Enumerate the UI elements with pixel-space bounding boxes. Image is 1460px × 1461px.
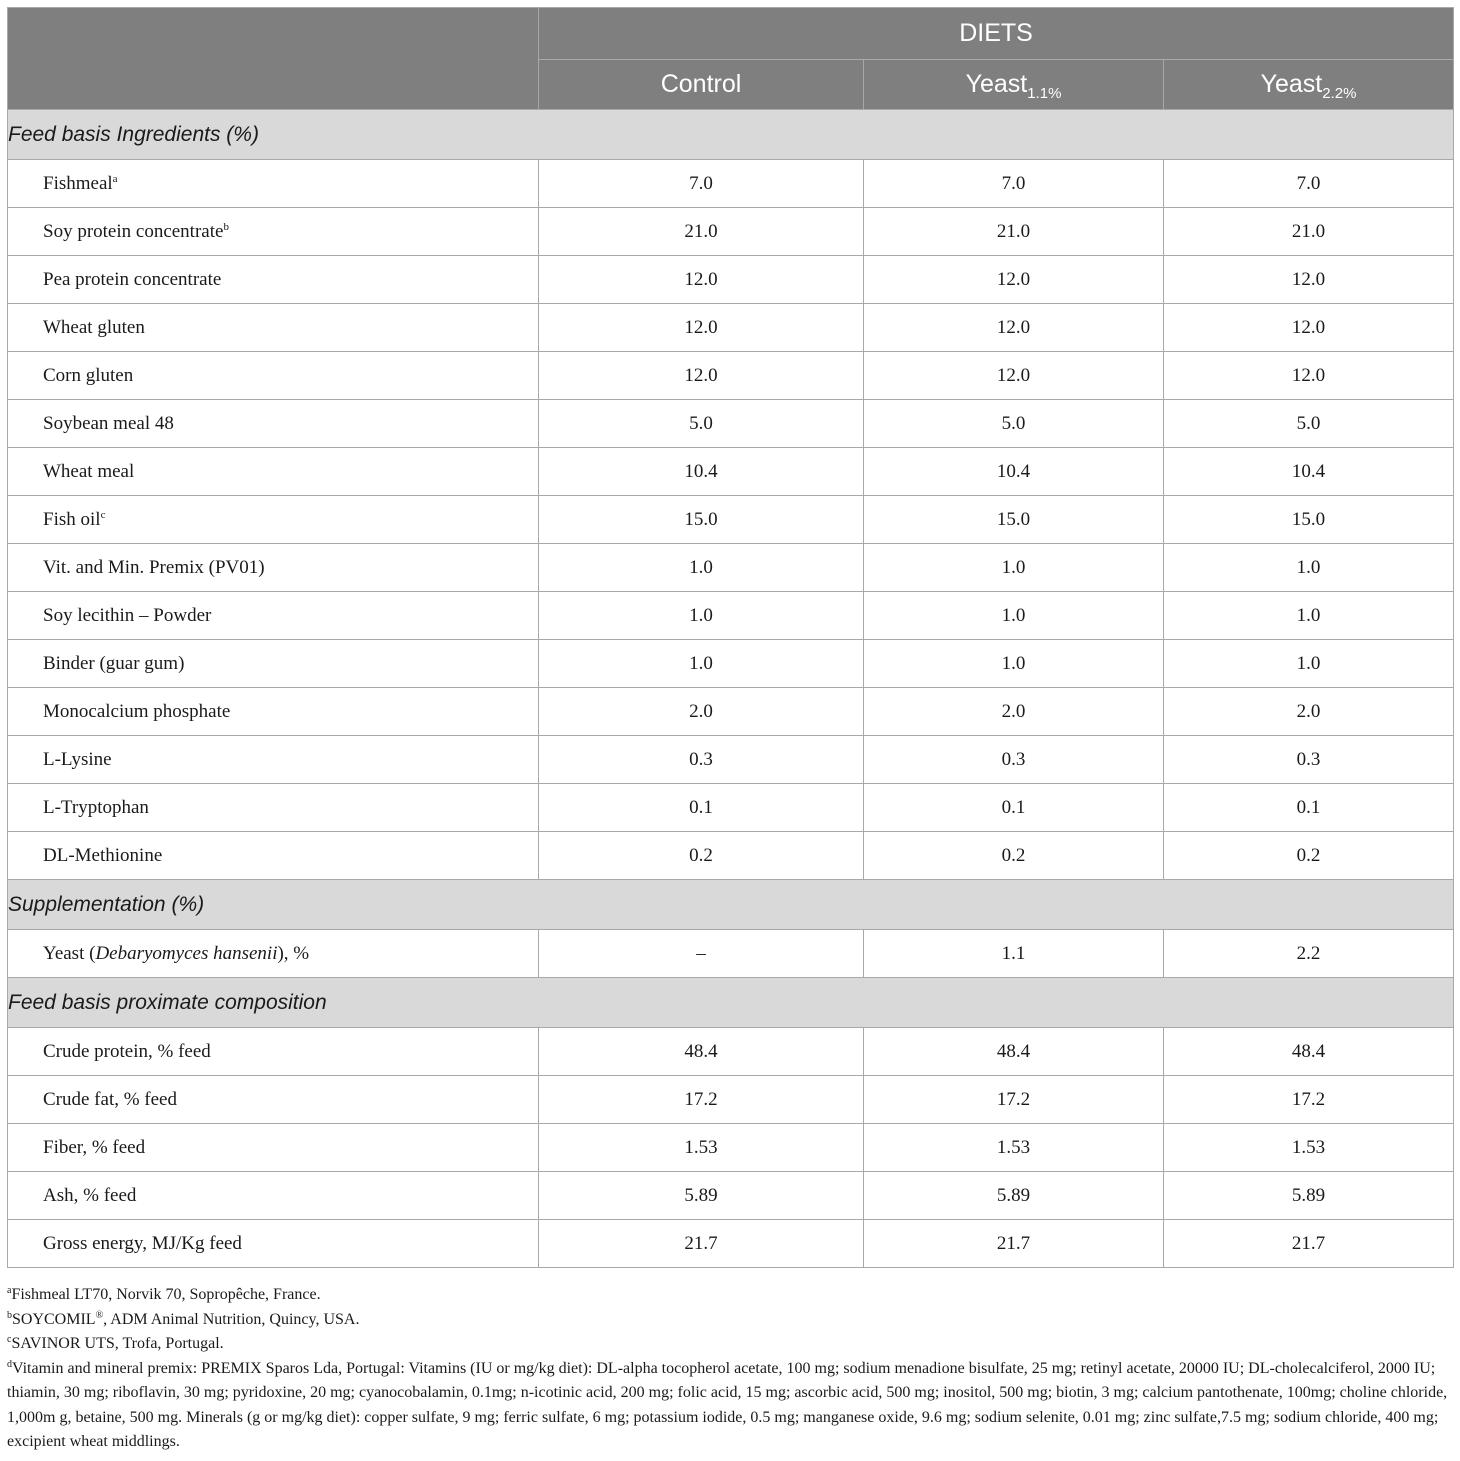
- column-header-yeast-2-2: Yeast$_{2.2\%}$: [1164, 60, 1454, 110]
- cell-yeast-2-2: 0.3: [1164, 736, 1454, 784]
- diet-composition-table: [7, 7, 1454, 1268]
- cell-yeast-1-1: 1.0: [864, 544, 1164, 592]
- table-row: [8, 496, 1454, 544]
- cell-yeast-2-2: 21.0: [1164, 208, 1454, 256]
- row-label: Soy lecithin – Powder: [8, 592, 539, 640]
- cell-control: 5.0: [539, 400, 864, 448]
- row-label: Fiber, % feed: [8, 1124, 539, 1172]
- row-label: Binder (guar gum): [8, 640, 539, 688]
- table-row: [8, 1220, 1454, 1268]
- cell-yeast-1-1: 12.0: [864, 256, 1164, 304]
- table-row: [8, 1124, 1454, 1172]
- cell-yeast-1-1: 12.0: [864, 352, 1164, 400]
- cell-control: 12.0: [539, 352, 864, 400]
- row-label: Soybean meal 48: [8, 400, 539, 448]
- section-title-proximate: Feed basis proximate composition: [8, 978, 1454, 1028]
- cell-yeast-2-2: 12.0: [1164, 256, 1454, 304]
- cell-yeast-1-1: 21.7: [864, 1220, 1164, 1268]
- cell-yeast-1-1: 1.0: [864, 592, 1164, 640]
- table-row: [8, 688, 1454, 736]
- table-row: [8, 930, 1454, 978]
- cell-yeast-1-1: 15.0: [864, 496, 1164, 544]
- row-label: Gross energy, MJ/Kg feed: [8, 1220, 539, 1268]
- cell-yeast-1-1: 1.1: [864, 930, 1164, 978]
- table-row: [8, 1172, 1454, 1220]
- cell-control: 1.0: [539, 592, 864, 640]
- row-label: Monocalcium phosphate: [8, 688, 539, 736]
- row-label: Pea protein concentrate: [8, 256, 539, 304]
- footnote-b: $^b$SOYCOMIL®, ADM Animal Nutrition, Quincy, USA.: [7, 1309, 360, 1328]
- table-row: [8, 640, 1454, 688]
- cell-yeast-1-1: 5.89: [864, 1172, 1164, 1220]
- table-row: [8, 832, 1454, 880]
- cell-control: 21.0: [539, 208, 864, 256]
- header-empty-cell: [8, 8, 539, 110]
- cell-control: 12.0: [539, 304, 864, 352]
- cell-yeast-1-1: 7.0: [864, 160, 1164, 208]
- footnote-c: $^c$SAVINOR UTS, Trofa, Portugal.: [7, 1334, 224, 1352]
- table-row: [8, 304, 1454, 352]
- cell-control: 1.0: [539, 640, 864, 688]
- cell-yeast-2-2: 2.0: [1164, 688, 1454, 736]
- row-label: Wheat gluten: [8, 304, 539, 352]
- cell-yeast-1-1: 1.0: [864, 640, 1164, 688]
- cell-control: 10.4: [539, 448, 864, 496]
- cell-yeast-2-2: 48.4: [1164, 1028, 1454, 1076]
- section-title-supplementation: Supplementation (%): [8, 880, 1454, 930]
- cell-yeast-2-2: 5.0: [1164, 400, 1454, 448]
- table-row: [8, 592, 1454, 640]
- cell-yeast-1-1: 2.0: [864, 688, 1164, 736]
- cell-control: 48.4: [539, 1028, 864, 1076]
- table-row: [8, 1076, 1454, 1124]
- cell-yeast-2-2: 12.0: [1164, 352, 1454, 400]
- cell-control: 1.53: [539, 1124, 864, 1172]
- row-label: Vit. and Min. Premix (PV01): [8, 544, 539, 592]
- row-label: Crude protein, % feed: [8, 1028, 539, 1076]
- section-title-ingredients: Feed basis Ingredients (%): [8, 110, 1454, 160]
- row-label: Fish oil$^c$: [8, 496, 539, 544]
- column-header-yeast-1-1: Yeast$_{1.1\%}$: [864, 60, 1164, 110]
- cell-control: 15.0: [539, 496, 864, 544]
- cell-yeast-2-2: 5.89: [1164, 1172, 1454, 1220]
- cell-yeast-2-2: 21.7: [1164, 1220, 1454, 1268]
- row-label: Ash, % feed: [8, 1172, 539, 1220]
- cell-control: 21.7: [539, 1220, 864, 1268]
- row-label: Soy protein concentrate$^b$: [8, 208, 539, 256]
- table-row: [8, 736, 1454, 784]
- table-footnotes: [7, 1283, 1453, 1455]
- diets-group-header: DIETS: [539, 8, 1454, 60]
- cell-yeast-2-2: 17.2: [1164, 1076, 1454, 1124]
- cell-yeast-1-1: 0.2: [864, 832, 1164, 880]
- cell-yeast-1-1: 17.2: [864, 1076, 1164, 1124]
- column-header-control: Control: [539, 60, 864, 110]
- table-row: [8, 400, 1454, 448]
- row-label: Corn gluten: [8, 352, 539, 400]
- cell-yeast-1-1: 0.3: [864, 736, 1164, 784]
- cell-yeast-1-1: 5.0: [864, 400, 1164, 448]
- table-row: [8, 1028, 1454, 1076]
- row-label: Fishmeal$^a$: [8, 160, 539, 208]
- cell-yeast-2-2: 10.4: [1164, 448, 1454, 496]
- cell-control: 0.2: [539, 832, 864, 880]
- cell-yeast-1-1: 48.4: [864, 1028, 1164, 1076]
- table-row: [8, 160, 1454, 208]
- row-label: DL-Methionine: [8, 832, 539, 880]
- cell-control: 12.0: [539, 256, 864, 304]
- cell-yeast-2-2: 1.0: [1164, 544, 1454, 592]
- cell-control: 17.2: [539, 1076, 864, 1124]
- footnote-d: $^d$Vitamin and mineral premix: PREMIX Sparos Lda, Portugal: Vitamins (IU or mg/kg diet): DL-alpha tocopherol acetate, 100 mg; sodium menadione bisulfate, 25 mg; retinyl acetate, 20000 IU; DL-cholecalciferol, 2000 IU; thiamin, 30 mg; riboflavin, 30 mg; pyridoxine, 20 mg; cyanocobalamin, 0.1mg; n-icotinic acid, 200 mg; folic acid, 15 mg; ascorbic acid, 500 mg; inositol, 500 mg; biotin, 3 mg; calcium pantothenate, 100mg; choline chloride, 1,000m g, betaine, 500 mg. Minerals (g or mg/kg diet): copper sulfate, 9 mg; ferric sulfate, 6 mg; potassium iodide, 0.5 mg; manganese oxide, 9.6 mg; sodium selenite, 0.01 mg; zinc sulfate,7.5 mg; sodium chloride, 400 mg; excipient wheat middlings.: [7, 1358, 1448, 1450]
- cell-yeast-2-2: 15.0: [1164, 496, 1454, 544]
- table-row: [8, 784, 1454, 832]
- cell-control: 2.0: [539, 688, 864, 736]
- row-label: Wheat meal: [8, 448, 539, 496]
- cell-yeast-2-2: 1.0: [1164, 640, 1454, 688]
- table-row: [8, 352, 1454, 400]
- row-label: L-Lysine: [8, 736, 539, 784]
- cell-yeast-2-2: 2.2: [1164, 930, 1454, 978]
- cell-yeast-1-1: 21.0: [864, 208, 1164, 256]
- cell-yeast-2-2: 1.53: [1164, 1124, 1454, 1172]
- cell-control: 5.89: [539, 1172, 864, 1220]
- table-row: [8, 544, 1454, 592]
- cell-control: 0.1: [539, 784, 864, 832]
- row-label: Crude fat, % feed: [8, 1076, 539, 1124]
- cell-yeast-2-2: 7.0: [1164, 160, 1454, 208]
- cell-yeast-2-2: 12.0: [1164, 304, 1454, 352]
- cell-control: 0.3: [539, 736, 864, 784]
- table-row: [8, 208, 1454, 256]
- cell-yeast-2-2: 1.0: [1164, 592, 1454, 640]
- row-label: L-Tryptophan: [8, 784, 539, 832]
- cell-yeast-1-1: 0.1: [864, 784, 1164, 832]
- cell-yeast-1-1: 10.4: [864, 448, 1164, 496]
- cell-yeast-2-2: 0.1: [1164, 784, 1454, 832]
- cell-control: 1.0: [539, 544, 864, 592]
- cell-yeast-1-1: 12.0: [864, 304, 1164, 352]
- cell-yeast-1-1: 1.53: [864, 1124, 1164, 1172]
- cell-control: 7.0: [539, 160, 864, 208]
- cell-control: –: [539, 930, 864, 978]
- cell-yeast-2-2: 0.2: [1164, 832, 1454, 880]
- row-label: Yeast (Debaryomyces hansenii), %: [8, 930, 539, 978]
- table-row: [8, 256, 1454, 304]
- footnote-a: $^a$Fishmeal LT70, Norvik 70, Sopropêche, France.: [7, 1285, 321, 1303]
- table-row: [8, 448, 1454, 496]
